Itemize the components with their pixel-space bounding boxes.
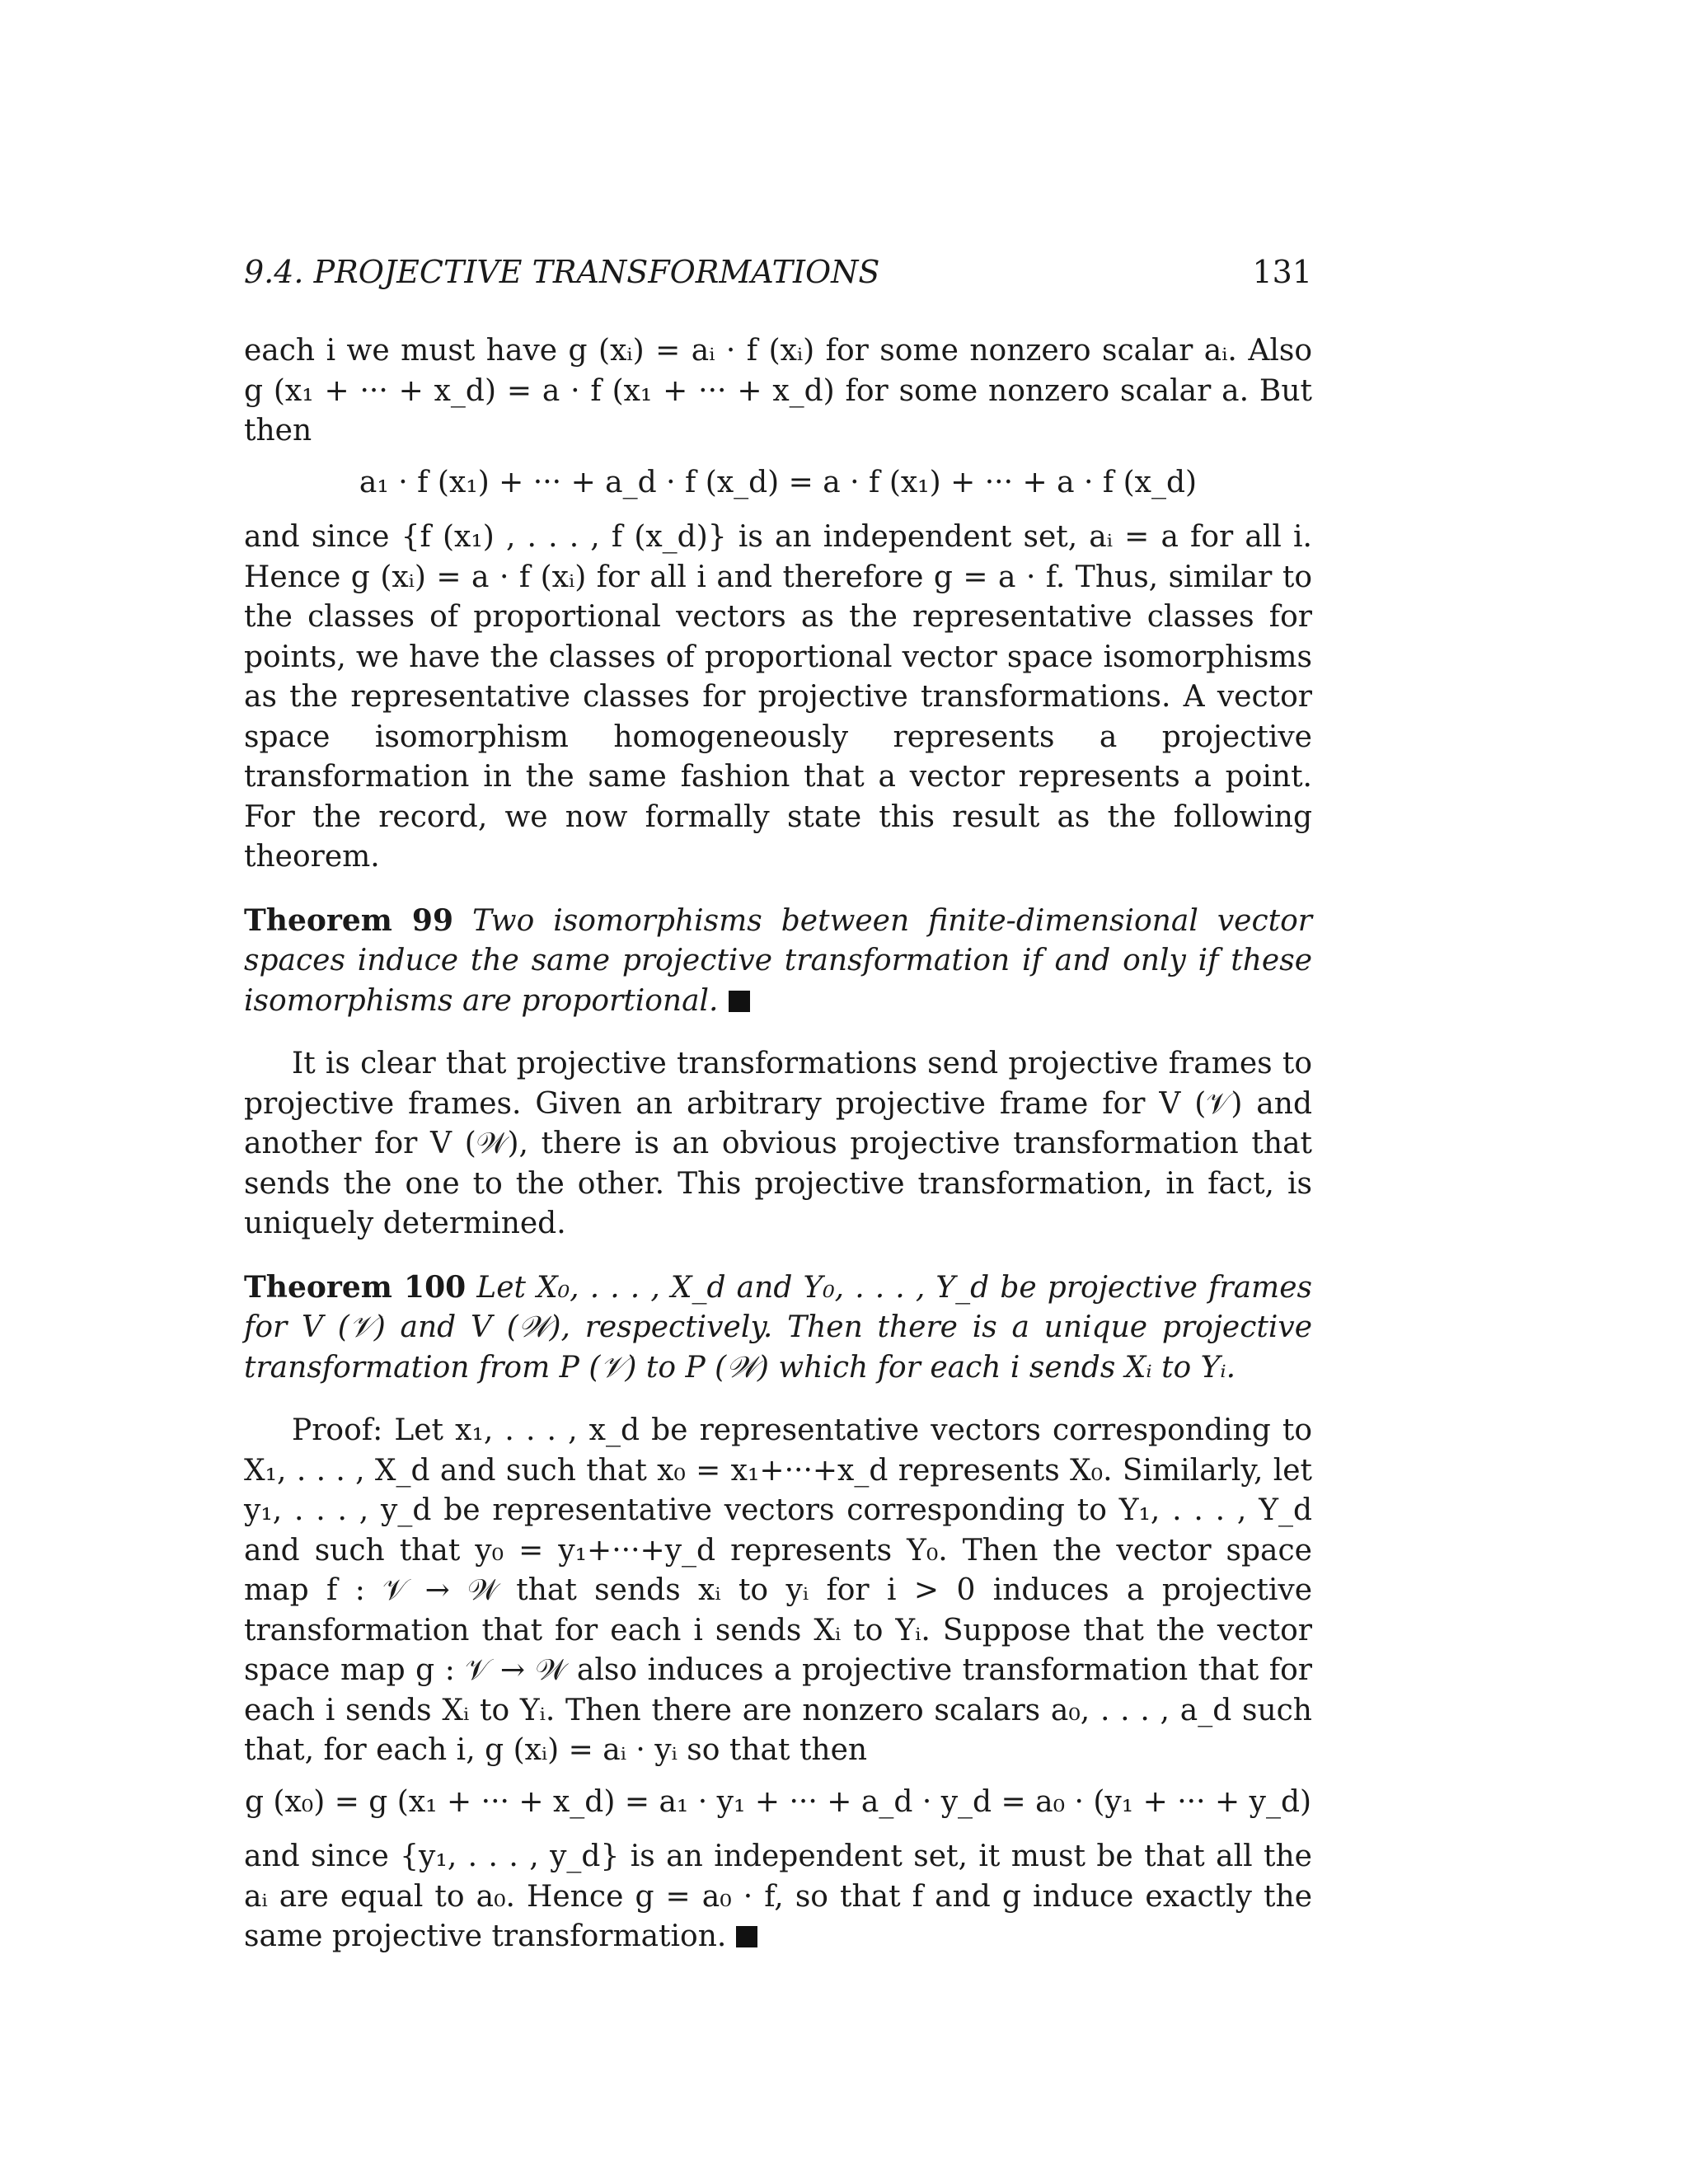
paragraph-4-text: and since {y₁, . . . , y_d} is an independent set, it must be that all the aᵢ are equal to a₀. Hence g = a₀ · f, so that f and g induce exactly the same projective transformation.: [244, 1840, 1312, 1953]
equation-2: g (x₀) = g (x₁ + ··· + x_d) = a₁ · y₁ + ··· + a_d · y_d = a₀ · (y₁ + ··· + y_d): [244, 1784, 1312, 1819]
paragraph-2: and since {f (x₁) , . . . , f (x_d)} is an independent set, aᵢ = a for all i. Hence g (xᵢ) = a · f (xᵢ) for all i and therefore g = a · f. Thus, similar to the classes of proportional vectors as the representative classes for points, we have the classes of proportional vector space isomorphisms as the representative classes for projective transformations. A vector space isomorphism homogeneously represents a projective transformation in the same fashion that a vector represents a point. For the record, we now formally state this result as the following theorem.: [244, 520, 1312, 874]
theorem-100-label: Theorem 100: [244, 1269, 467, 1305]
theorem-100-statement: Let X₀, . . . , X_d and Y₀, . . . , Y_d be projective frames for V (𝒱) and V (𝒲), respectively. Then there is a unique projective transformation from P (𝒱) to P (𝒲) which for each i sends Xᵢ to Yᵢ.: [244, 1270, 1312, 1385]
proof-paragraph: Proof: Let x₁, . . . , x_d be representative vectors corresponding to X₁, . . . , X_d and such that x₀ = x₁+···+x_d represents X₀. Similarly, let y₁, . . . , y_d be representative vectors corresponding to Y₁, . . . , Y_d and such that y₀ = y₁+···+y_d represents Y₀. Then the vector space map f : 𝒱 → 𝒲 that sends xᵢ to yᵢ for i > 0 induces a projective transformation that for each i sends Xᵢ to Yᵢ. Suppose that the vector space map g : 𝒱 → 𝒲 also induces a projective transformation that for each i sends Xᵢ to Yᵢ. Then there are nonzero scalars a₀, . . . , a_d such that, for each i, g (xᵢ) = aᵢ · yᵢ so that then: [244, 1413, 1312, 1767]
page-number: 131: [1252, 254, 1312, 290]
qed-icon: [729, 991, 750, 1012]
theorem-99-label: Theorem 99: [244, 902, 454, 938]
theorem-99-statement: Two isomorphisms between finite-dimensional vector spaces induce the same projective transformation if and only if these isomorphisms are proportional.: [244, 903, 1312, 1018]
theorem-100: [244, 1268, 1312, 1389]
qed-icon: [736, 1926, 757, 1947]
paragraph-3: It is clear that projective transformations send projective frames to projective frames. Given an arbitrary projective frame for V (𝒱) and another for V (𝒲), there is an obvious projective transformation that sends the one to the other. This projective transformation, in fact, is uniquely determined.: [244, 1047, 1312, 1240]
equation-1: a₁ · f (x₁) + ··· + a_d · f (x_d) = a · f (x₁) + ··· + a · f (x_d): [359, 465, 1198, 499]
theorem-99: [244, 901, 1312, 1022]
running-head: [244, 247, 1312, 297]
section-title: 9.4. PROJECTIVE TRANSFORMATIONS: [244, 254, 880, 290]
page-content: [244, 247, 1312, 1957]
paragraph-1: each i we must have g (xᵢ) = aᵢ · f (xᵢ) for some nonzero scalar aᵢ. Also g (x₁ + ··· + x_d) = a · f (x₁ + ··· + x_d) for some nonzero scalar a. But then: [244, 334, 1312, 448]
paragraph-4: [244, 1837, 1312, 1957]
